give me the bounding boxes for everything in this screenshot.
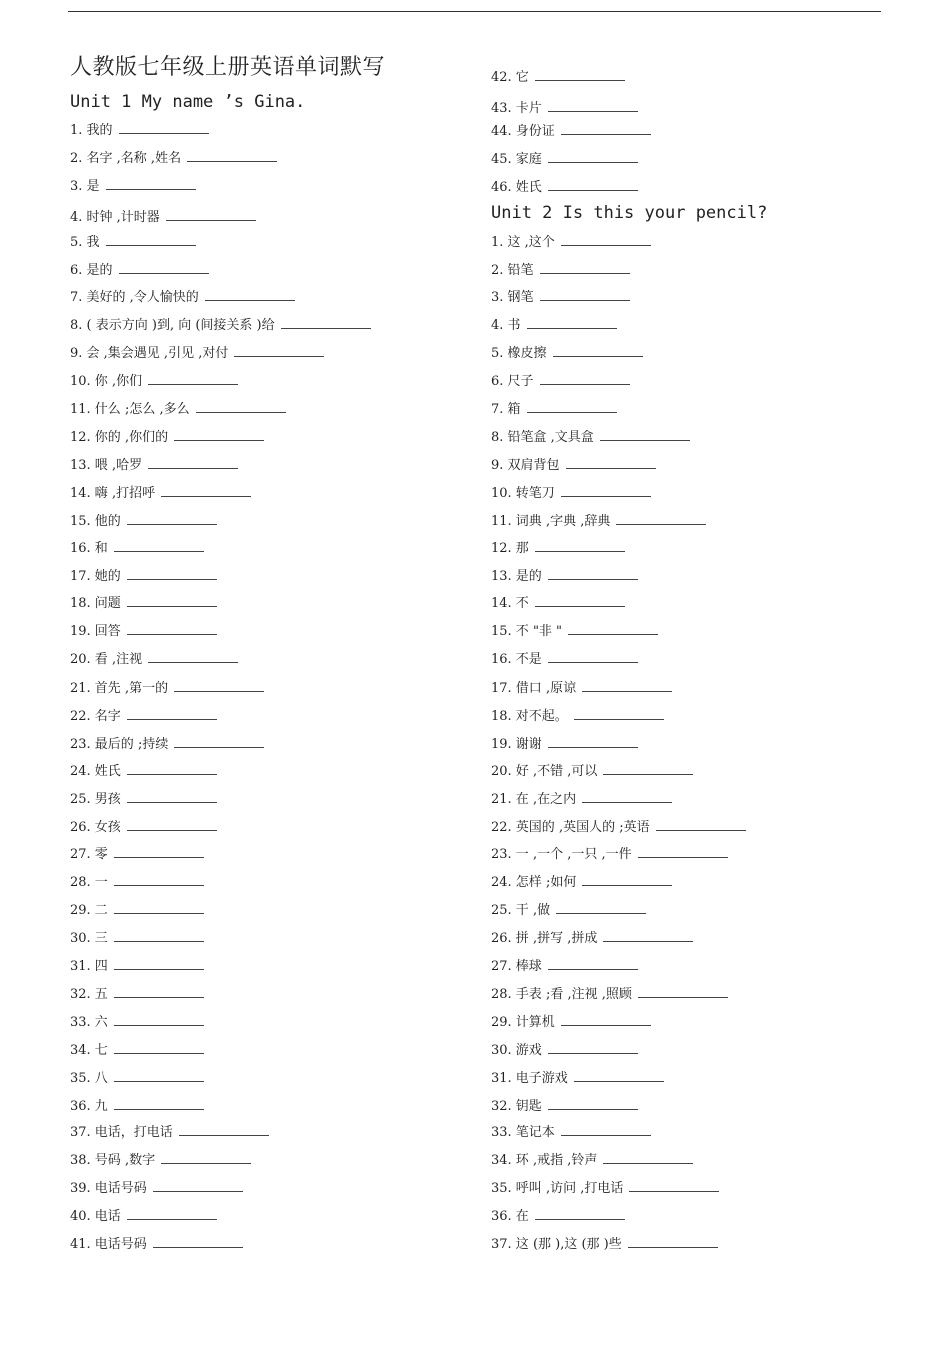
vocab-item <box>491 540 625 558</box>
vocab-item-label: 1. 这 ,这个 <box>491 235 555 250</box>
vocab-item <box>70 986 204 1004</box>
vocab-item <box>491 736 638 754</box>
answer-blank[interactable] <box>174 736 264 748</box>
answer-blank[interactable] <box>148 651 238 663</box>
vocab-item <box>70 819 217 837</box>
answer-blank[interactable] <box>106 178 196 190</box>
answer-blank[interactable] <box>600 429 690 441</box>
vocab-item-label: 10. 你 ,你们 <box>70 374 143 389</box>
answer-blank[interactable] <box>568 623 658 635</box>
vocab-item-label: 25. 干 ,做 <box>491 903 551 918</box>
vocab-item-label: 29. 计算机 <box>491 1015 555 1030</box>
answer-blank[interactable] <box>582 680 672 692</box>
vocab-item <box>491 100 638 118</box>
vocab-item <box>70 595 217 613</box>
vocab-item <box>491 1152 693 1170</box>
vocab-item <box>491 763 693 781</box>
vocab-item-label: 10. 转笔刀 <box>491 486 555 501</box>
vocab-item <box>491 179 638 197</box>
vocab-item <box>70 457 238 475</box>
answer-blank[interactable] <box>548 1042 638 1054</box>
vocab-item <box>70 373 238 391</box>
answer-blank[interactable] <box>540 262 630 274</box>
vocab-item <box>491 846 728 864</box>
vocab-item <box>491 485 651 503</box>
vocab-item-label: 16. 和 <box>70 541 108 556</box>
vocab-item-label: 11. 词典 ,字典 ,辞典 <box>491 514 611 529</box>
vocab-item <box>70 150 277 168</box>
vocab-item-label: 8. ( 表示方向 )到, 向 (间接关系 )给 <box>70 318 275 333</box>
answer-blank[interactable] <box>535 540 625 552</box>
vocab-item-label: 40. 电话 <box>70 1209 121 1224</box>
answer-blank[interactable] <box>548 179 638 191</box>
vocab-item <box>491 1042 638 1060</box>
answer-blank[interactable] <box>535 1208 625 1220</box>
vocab-item <box>491 289 630 307</box>
answer-blank[interactable] <box>281 317 371 329</box>
vocab-item-label: 43. 卡片 <box>491 101 542 116</box>
vocab-item-label: 34. 环 ,戒指 ,铃声 <box>491 1153 598 1168</box>
vocab-item <box>491 595 625 613</box>
vocab-item <box>70 902 204 920</box>
vocab-item-label: 24. 姓氏 <box>70 764 121 779</box>
vocab-item <box>491 1124 651 1142</box>
answer-blank[interactable] <box>114 958 204 970</box>
vocab-item-label: 18. 对不起。 <box>491 709 568 724</box>
vocab-item-label: 20. 好 ,不错 ,可以 <box>491 764 598 779</box>
vocab-item <box>70 317 371 335</box>
answer-blank[interactable] <box>114 902 204 914</box>
vocab-item <box>491 1208 625 1226</box>
vocab-item <box>491 457 656 475</box>
vocab-item-label: 31. 四 <box>70 959 108 974</box>
answer-blank[interactable] <box>119 122 209 134</box>
vocab-item-label: 42. 它 <box>491 70 529 85</box>
answer-blank[interactable] <box>548 1098 638 1110</box>
answer-blank[interactable] <box>540 289 630 301</box>
answer-blank[interactable] <box>127 763 217 775</box>
vocab-item-label: 37. 电话，打电话 <box>70 1125 173 1140</box>
answer-blank[interactable] <box>127 568 217 580</box>
answer-blank[interactable] <box>548 651 638 663</box>
vocab-item-label: 14. 不 <box>491 596 529 611</box>
vocab-item-label: 15. 不 "非 " <box>491 624 563 639</box>
vocab-item-label: 5. 我 <box>70 235 100 250</box>
vocab-item <box>491 373 630 391</box>
vocab-item <box>491 513 706 531</box>
vocab-item-label: 38. 号码 ,数字 <box>70 1153 156 1168</box>
vocab-item-label: 1. 我的 <box>70 123 113 138</box>
vocab-item-label: 28. 一 <box>70 875 108 890</box>
vocab-item-label: 39. 电话号码 <box>70 1181 147 1196</box>
vocab-item <box>491 317 617 335</box>
vocab-item-label: 4. 时钟 ,计时器 <box>70 210 160 225</box>
top-rule <box>68 11 881 12</box>
vocab-item-label: 44. 身份证 <box>491 124 555 139</box>
vocab-item <box>70 791 217 809</box>
vocab-item <box>491 1098 638 1116</box>
vocab-item <box>491 1236 718 1254</box>
answer-blank[interactable] <box>119 262 209 274</box>
vocab-item <box>491 1014 651 1032</box>
answer-blank[interactable] <box>548 100 638 112</box>
vocab-item-label: 45. 家庭 <box>491 152 542 167</box>
answer-blank[interactable] <box>114 874 204 886</box>
answer-blank[interactable] <box>153 1180 243 1192</box>
answer-blank[interactable] <box>656 819 746 831</box>
vocab-item <box>491 123 651 141</box>
vocab-item <box>70 262 209 280</box>
vocab-item-label: 14. 嗨 ,打招呼 <box>70 486 156 501</box>
vocab-item <box>70 289 295 307</box>
answer-blank[interactable] <box>127 513 217 525</box>
vocab-item-label: 35. 呼叫 ,访问 ,打电话 <box>491 1181 624 1196</box>
vocab-item-label: 35. 八 <box>70 1071 108 1086</box>
answer-blank[interactable] <box>561 123 651 135</box>
vocab-item-label: 11. 什么 ;怎么 ,多么 <box>70 402 190 417</box>
answer-blank[interactable] <box>114 930 204 942</box>
vocab-item-label: 36. 在 <box>491 1209 529 1224</box>
vocab-item-label: 20. 看 ,注视 <box>70 652 143 667</box>
vocab-item-label: 46. 姓氏 <box>491 180 542 195</box>
vocab-item-label: 24. 怎样 ;如何 <box>491 875 577 890</box>
vocab-item-label: 33. 笔记本 <box>491 1125 555 1140</box>
answer-blank[interactable] <box>127 595 217 607</box>
vocab-item <box>70 930 204 948</box>
answer-blank[interactable] <box>548 568 638 580</box>
answer-blank[interactable] <box>616 513 706 525</box>
vocab-item <box>491 958 638 976</box>
vocab-item <box>491 1180 719 1198</box>
vocab-item-label: 30. 三 <box>70 931 108 946</box>
unit-2-heading: Unit 2 Is this your pencil? <box>491 203 768 223</box>
answer-blank[interactable] <box>148 373 238 385</box>
vocab-item-label: 12. 你的 ,你们的 <box>70 430 169 445</box>
vocab-item <box>70 1014 204 1032</box>
vocab-item-label: 33. 六 <box>70 1015 108 1030</box>
vocab-item-label: 32. 钥匙 <box>491 1099 542 1114</box>
vocab-item <box>491 708 664 726</box>
vocab-item-label: 8. 铅笔盒 ,文具盒 <box>491 430 594 445</box>
answer-blank[interactable] <box>196 401 286 413</box>
vocab-item <box>491 345 643 363</box>
answer-blank[interactable] <box>553 345 643 357</box>
vocab-item-label: 22. 名字 <box>70 709 121 724</box>
vocab-item <box>491 623 658 641</box>
answer-blank[interactable] <box>127 791 217 803</box>
answer-blank[interactable] <box>561 1124 651 1136</box>
vocab-item-label: 21. 首先 ,第一的 <box>70 681 169 696</box>
vocab-item <box>70 763 217 781</box>
vocab-item-label: 3. 钢笔 <box>491 290 534 305</box>
vocab-item-label: 26. 女孩 <box>70 820 121 835</box>
vocab-item-label: 31. 电子游戏 <box>491 1071 568 1086</box>
vocab-item <box>70 345 324 363</box>
vocab-item <box>70 1124 269 1142</box>
vocab-item <box>491 69 625 87</box>
unit-1-heading: Unit 1 My name ’s Gina. <box>70 92 306 112</box>
vocab-item <box>70 178 196 196</box>
answer-blank[interactable] <box>114 1014 204 1026</box>
answer-blank[interactable] <box>561 1014 651 1026</box>
answer-blank[interactable] <box>161 485 251 497</box>
answer-blank[interactable] <box>127 708 217 720</box>
vocab-item-label: 23. 最后的 ;持续 <box>70 737 169 752</box>
answer-blank[interactable] <box>548 736 638 748</box>
vocab-item-label: 13. 喂 ,哈罗 <box>70 458 143 473</box>
vocab-item-label: 34. 七 <box>70 1043 108 1058</box>
vocab-item <box>70 958 204 976</box>
vocab-item <box>70 234 196 252</box>
vocab-item-label: 19. 谢谢 <box>491 737 542 752</box>
answer-blank[interactable] <box>153 1236 243 1248</box>
vocab-item <box>70 874 204 892</box>
vocab-item-label: 30. 游戏 <box>491 1043 542 1058</box>
vocab-item <box>70 540 204 558</box>
vocab-item <box>70 708 217 726</box>
answer-blank[interactable] <box>561 234 651 246</box>
vocab-item-label: 16. 不是 <box>491 652 542 667</box>
vocab-item-label: 6. 是的 <box>70 263 113 278</box>
answer-blank[interactable] <box>527 401 617 413</box>
answer-blank[interactable] <box>179 1124 269 1136</box>
vocab-item-label: 15. 他的 <box>70 514 121 529</box>
vocab-item-label: 21. 在 ,在之内 <box>491 792 577 807</box>
answer-blank[interactable] <box>114 1070 204 1082</box>
vocab-item-label: 22. 英国的 ,英国人的 ;英语 <box>491 820 650 835</box>
vocab-item <box>491 401 617 419</box>
answer-blank[interactable] <box>114 846 204 858</box>
vocab-item <box>70 513 217 531</box>
vocab-item <box>491 986 728 1004</box>
vocab-item-label: 41. 电话号码 <box>70 1237 147 1252</box>
answer-blank[interactable] <box>174 680 264 692</box>
answer-blank[interactable] <box>166 209 256 221</box>
answer-blank[interactable] <box>561 485 651 497</box>
answer-blank[interactable] <box>127 819 217 831</box>
vocab-item <box>491 151 638 169</box>
vocab-item-label: 4. 书 <box>491 318 521 333</box>
answer-blank[interactable] <box>187 150 277 162</box>
vocab-item-label: 6. 尺子 <box>491 374 534 389</box>
vocab-item <box>70 1152 251 1170</box>
vocab-item <box>70 680 264 698</box>
answer-blank[interactable] <box>234 345 324 357</box>
vocab-item <box>491 234 651 252</box>
vocab-item <box>491 1070 664 1088</box>
vocab-item <box>70 209 256 227</box>
vocab-item <box>70 651 238 669</box>
answer-blank[interactable] <box>535 69 625 81</box>
vocab-item-label: 23. 一 ,一个 ,一只 ,一件 <box>491 847 632 862</box>
answer-blank[interactable] <box>548 151 638 163</box>
vocab-item <box>70 1042 204 1060</box>
vocab-item <box>70 401 286 419</box>
vocab-item <box>491 791 672 809</box>
vocab-item <box>491 930 693 948</box>
vocab-item <box>70 846 204 864</box>
vocab-item-label: 28. 手表 ;看 ,注视 ,照顾 <box>491 987 632 1002</box>
answer-blank[interactable] <box>540 373 630 385</box>
answer-blank[interactable] <box>582 874 672 886</box>
vocab-item <box>70 623 217 641</box>
vocab-item-label: 13. 是的 <box>491 569 542 584</box>
vocab-item <box>70 1208 217 1226</box>
answer-blank[interactable] <box>106 234 196 246</box>
answer-blank[interactable] <box>638 986 728 998</box>
answer-blank[interactable] <box>603 763 693 775</box>
vocab-item-label: 37. 这 (那 ),这 (那 )些 <box>491 1237 622 1252</box>
vocab-item-label: 5. 橡皮擦 <box>491 346 547 361</box>
vocab-item-label: 17. 她的 <box>70 569 121 584</box>
answer-blank[interactable] <box>629 1180 719 1192</box>
answer-blank[interactable] <box>148 457 238 469</box>
answer-blank[interactable] <box>535 595 625 607</box>
vocab-item-label: 27. 棒球 <box>491 959 542 974</box>
answer-blank[interactable] <box>114 540 204 552</box>
vocab-item <box>491 680 672 698</box>
vocab-item <box>491 874 672 892</box>
answer-blank[interactable] <box>114 1042 204 1054</box>
answer-blank[interactable] <box>174 429 264 441</box>
answer-blank[interactable] <box>566 457 656 469</box>
answer-blank[interactable] <box>603 1152 693 1164</box>
vocab-item-label: 7. 美好的 ,令人愉快的 <box>70 290 199 305</box>
answer-blank[interactable] <box>574 708 664 720</box>
answer-blank[interactable] <box>127 623 217 635</box>
vocab-item-label: 2. 铅笔 <box>491 263 534 278</box>
vocab-item <box>70 1070 204 1088</box>
vocab-item <box>491 651 638 669</box>
vocab-item-label: 32. 五 <box>70 987 108 1002</box>
vocab-item-label: 9. 会 ,集会遇见 ,引见 ,对付 <box>70 346 229 361</box>
vocab-item-label: 9. 双肩背包 <box>491 458 560 473</box>
answer-blank[interactable] <box>114 1098 204 1110</box>
vocab-item-label: 18. 问题 <box>70 596 121 611</box>
answer-blank[interactable] <box>582 791 672 803</box>
vocab-item-label: 12. 那 <box>491 541 529 556</box>
vocab-item-label: 29. 二 <box>70 903 108 918</box>
vocab-item <box>70 1180 243 1198</box>
vocab-item-label: 3. 是 <box>70 179 100 194</box>
vocab-item <box>491 819 746 837</box>
vocab-item <box>70 736 264 754</box>
vocab-item-label: 26. 拼 ,拼写 ,拼成 <box>491 931 598 946</box>
answer-blank[interactable] <box>127 1208 217 1220</box>
vocab-item-label: 25. 男孩 <box>70 792 121 807</box>
answer-blank[interactable] <box>556 902 646 914</box>
vocab-item <box>70 122 209 140</box>
vocab-item <box>491 902 646 920</box>
vocab-item-label: 19. 回答 <box>70 624 121 639</box>
vocab-item-label: 17. 借口 ,原谅 <box>491 681 577 696</box>
vocab-item-label: 7. 箱 <box>491 402 521 417</box>
answer-blank[interactable] <box>114 986 204 998</box>
answer-blank[interactable] <box>161 1152 251 1164</box>
vocab-item <box>70 1098 204 1116</box>
vocab-item <box>70 568 217 586</box>
vocab-item <box>70 1236 243 1254</box>
answer-blank[interactable] <box>638 846 728 858</box>
answer-blank[interactable] <box>603 930 693 942</box>
vocab-item <box>70 485 251 503</box>
vocab-item <box>491 429 690 447</box>
answer-blank[interactable] <box>548 958 638 970</box>
answer-blank[interactable] <box>527 317 617 329</box>
answer-blank[interactable] <box>574 1070 664 1082</box>
vocab-item <box>491 262 630 280</box>
answer-blank[interactable] <box>628 1236 718 1248</box>
vocab-item-label: 36. 九 <box>70 1099 108 1114</box>
vocab-item-label: 2. 名字 ,名称 ,姓名 <box>70 151 182 166</box>
document-title: 人教版七年级上册英语单词默写 <box>70 55 386 80</box>
vocab-item <box>491 568 638 586</box>
vocab-item <box>70 429 264 447</box>
answer-blank[interactable] <box>205 289 295 301</box>
vocab-item-label: 27. 零 <box>70 847 108 862</box>
